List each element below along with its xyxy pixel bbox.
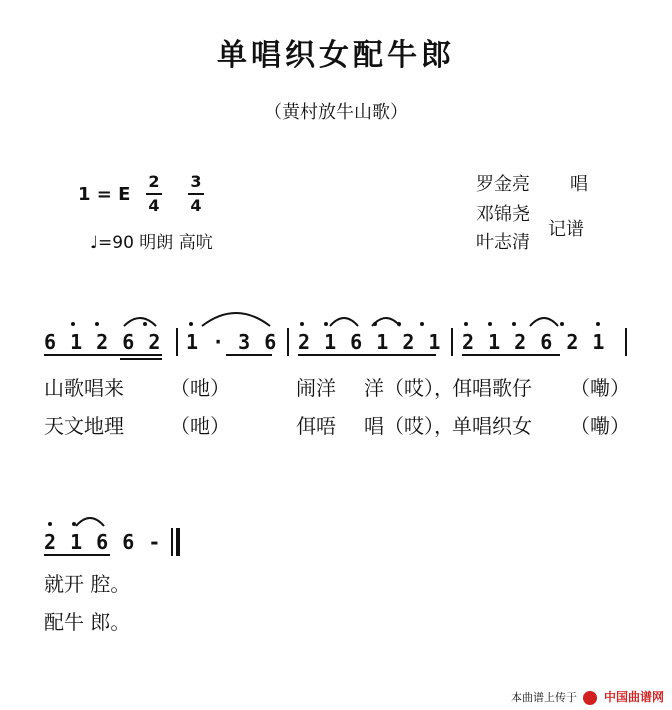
lyric-v1-1: 山歌唱来 [44, 376, 124, 400]
meter1-numerator: 2 [148, 172, 160, 191]
lyric-v2-6: （嘞） [570, 414, 630, 438]
lyric-v2-1: 天文地理 [44, 414, 124, 438]
footer-uploaded-text: 本曲谱上传于 [510, 691, 577, 704]
footer-credit [511, 688, 664, 705]
measure-3-notes: 2 1 6 1 2 1 [298, 330, 442, 354]
lyric-v2-5: 单唱织女 [452, 414, 532, 438]
lyric-v1-6: （嘞） [570, 376, 630, 400]
song-subtitle: （黄村放牛山歌） [264, 102, 408, 123]
notator-2: 叶志清 [476, 232, 530, 253]
notator-role: 记谱 [548, 219, 584, 240]
notator-1: 邓锦尧 [476, 204, 530, 225]
measure-5-notes: 2 1 6 6 - [44, 530, 162, 554]
slur-2 [202, 313, 270, 326]
slur-1 [124, 318, 156, 326]
lyric-v1-3: 闹洋 [296, 376, 336, 400]
footer-site-name[interactable]: 中国曲谱网 [603, 690, 664, 704]
singer-name: 罗金亮 [476, 174, 530, 195]
key-signature: 1 = E [78, 184, 131, 205]
meter2-numerator: 3 [190, 172, 202, 191]
lyric-v2-3: 佴唔 [296, 414, 336, 438]
meter2-denominator: 4 [190, 196, 202, 215]
lyric-v2-2: （吔） [170, 414, 230, 438]
lyric-v2-4: 唱（哎）， [364, 414, 454, 438]
measure-4-notes: 2 1 2 6 2 1 [462, 330, 606, 354]
meter1-denominator: 4 [148, 196, 160, 215]
song-title: 单唱织女配牛郎 [217, 38, 455, 73]
singer-role: 唱 [570, 174, 588, 195]
slur-3 [330, 318, 358, 326]
lyric-v2-7: 配牛 郎。 [44, 610, 131, 634]
measure-1-notes: 6 1 2 6 2 [44, 330, 162, 354]
site-logo-icon [583, 691, 597, 705]
lyric-v1-2: （吔） [170, 376, 230, 400]
measure-2-notes: 1 · 3 6 [186, 330, 278, 354]
slur-6 [76, 518, 104, 526]
lyric-v1-4: 洋（哎）， [364, 376, 454, 400]
lyric-v1-5: 佴唱歌仔 [452, 376, 532, 400]
tempo-marking: ♩=90 明朗 高吭 [90, 233, 213, 253]
lyric-v1-7: 就开 腔。 [44, 572, 131, 596]
slur-5 [530, 318, 558, 326]
